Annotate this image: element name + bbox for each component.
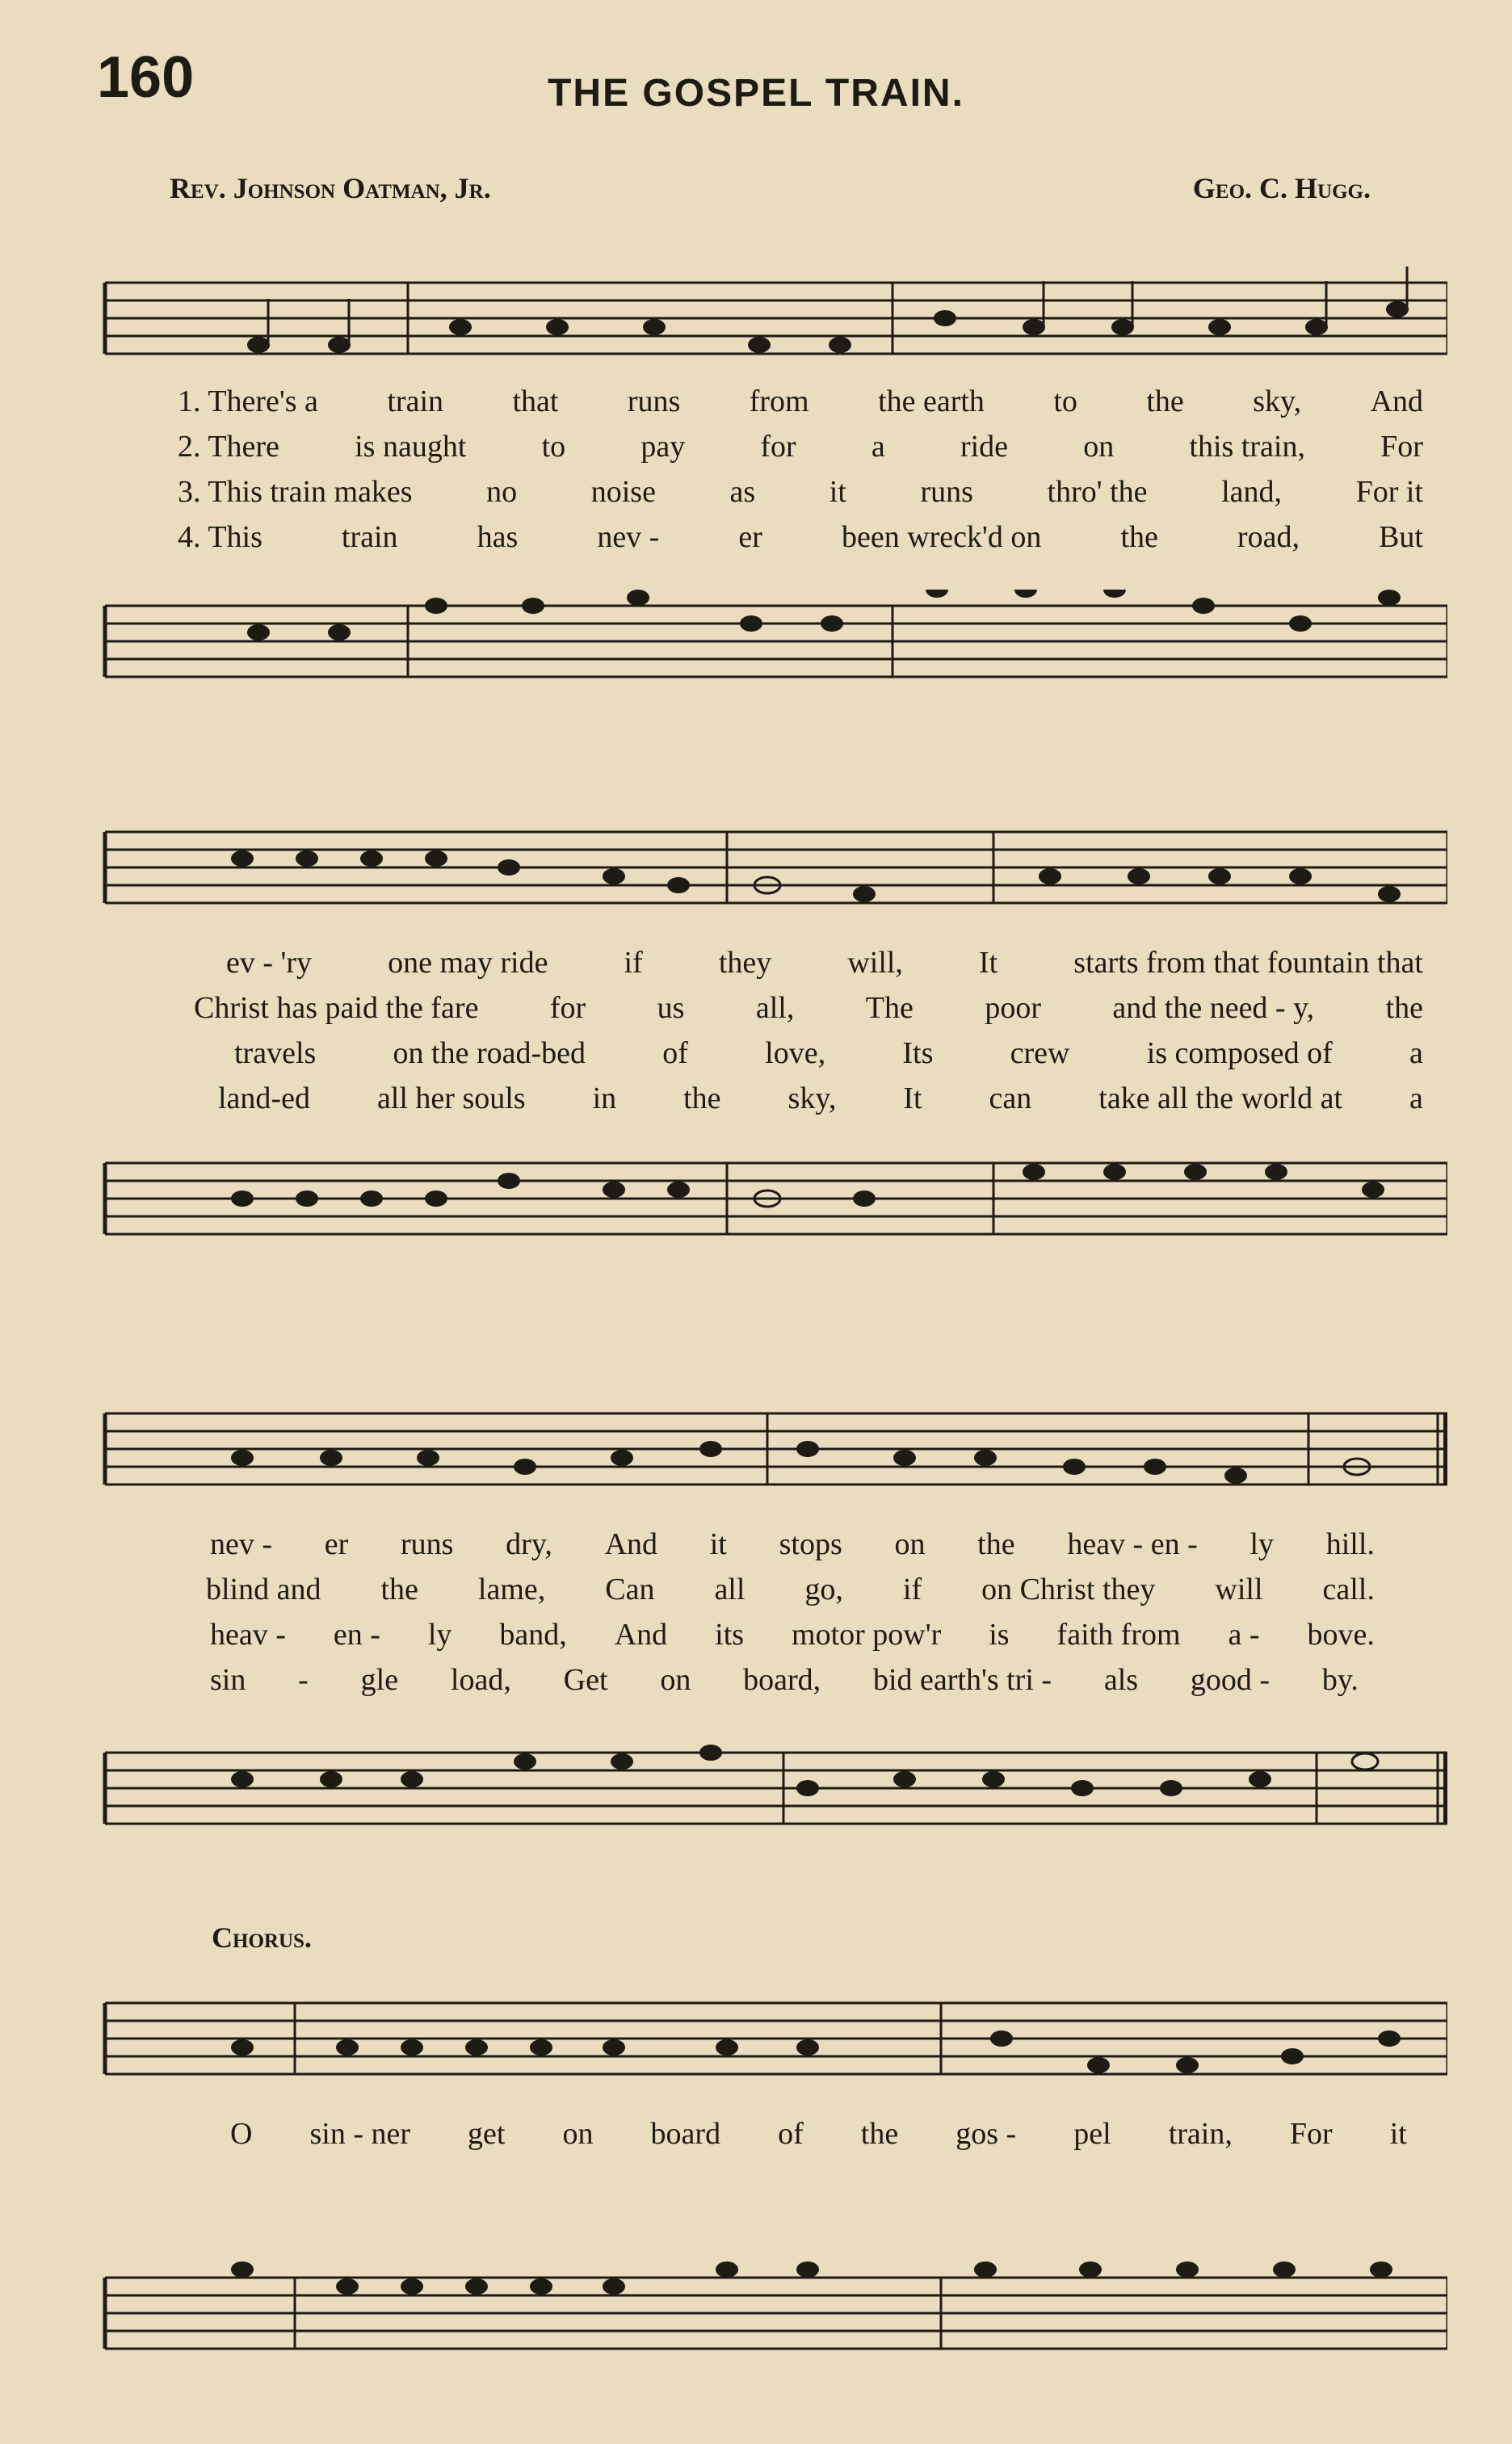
lyric-word: gos - xyxy=(956,2117,1017,2151)
music-system-3 xyxy=(97,1365,1447,1866)
lyric-word: load, xyxy=(450,1663,511,1697)
lyric-word: a xyxy=(1409,1081,1423,1115)
lyric-word: the xyxy=(683,1081,721,1115)
lyric-word: er xyxy=(324,1527,349,1561)
lyric-word: For it xyxy=(1355,475,1423,509)
lyric-word: ly xyxy=(427,1618,452,1652)
lyric-word: And xyxy=(614,1618,668,1652)
lyric-word: gle xyxy=(360,1663,399,1697)
lyric-word: als xyxy=(1103,1663,1139,1697)
lyric-word: land, xyxy=(1221,475,1283,509)
lyric-word: starts from that fountain that xyxy=(1073,946,1423,980)
treble-staff xyxy=(97,1987,1447,2092)
verse-4-line xyxy=(97,519,1447,565)
lyric-word: is xyxy=(989,1618,1010,1652)
bass-staff-lines xyxy=(97,590,1447,695)
lyric-word: and the need - y, xyxy=(1112,991,1315,1025)
lyric-word: all xyxy=(714,1573,746,1606)
verse-1-line xyxy=(97,1526,1447,1572)
music-system-chorus xyxy=(97,1955,1447,2407)
treble-staff xyxy=(97,267,1447,372)
treble-staff xyxy=(97,816,1447,921)
lyric-word: sin - ner xyxy=(309,2117,411,2151)
lyric-word: of xyxy=(778,2117,804,2151)
lyric-word: the xyxy=(860,2117,899,2151)
lyric-word: 2. There xyxy=(178,430,279,464)
lyricist-credit: Rev. Johnson Oatman, Jr. xyxy=(170,172,491,204)
lyric-word: if xyxy=(624,946,643,980)
lyric-word: nev - xyxy=(597,520,660,554)
lyric-word: its xyxy=(715,1618,745,1652)
song-title: THE GOSPEL TRAIN. xyxy=(548,72,964,115)
lyric-word: sky, xyxy=(788,1081,837,1115)
lyric-word: heav - xyxy=(210,1618,286,1652)
lyric-word: hill. xyxy=(1325,1527,1375,1561)
lyric-word: for xyxy=(760,430,796,464)
lyric-word: 1. There's a xyxy=(178,384,318,418)
lyric-word: thro' the xyxy=(1047,475,1148,509)
verse-3-line xyxy=(97,474,1447,519)
lyric-word: no xyxy=(486,475,518,509)
lyric-word: faith from xyxy=(1056,1618,1181,1652)
lyric-word: can xyxy=(989,1081,1032,1115)
lyric-word: a - xyxy=(1228,1618,1260,1652)
verse-lyrics xyxy=(97,945,1447,1126)
lyric-word: Can xyxy=(605,1573,655,1606)
lyric-word: runs xyxy=(401,1527,454,1561)
lyric-word: sin xyxy=(210,1663,246,1697)
verse-lyrics xyxy=(97,384,1447,565)
lyric-word: O xyxy=(230,2117,253,2151)
lyric-word: train xyxy=(341,520,398,554)
lyric-word: if xyxy=(902,1573,922,1606)
lyric-word: the xyxy=(1120,520,1158,554)
lyric-word: For xyxy=(1380,430,1423,464)
lyric-word: runs xyxy=(920,475,973,509)
lyric-word: in xyxy=(592,1081,617,1115)
treble-staff-lines xyxy=(97,816,1447,921)
lyric-word: motor pow'r xyxy=(792,1618,942,1652)
verse-1-line xyxy=(97,384,1447,429)
verse-2-line xyxy=(97,990,1447,1035)
lyric-word: one may ride xyxy=(388,946,548,980)
lyric-word: lame, xyxy=(477,1573,546,1606)
lyric-word: ly xyxy=(1250,1527,1275,1561)
lyric-word: It xyxy=(979,946,998,980)
lyric-word: train, xyxy=(1168,2117,1233,2151)
lyric-word: the xyxy=(380,1573,418,1606)
chorus-line xyxy=(97,2116,1447,2161)
music-system-2 xyxy=(97,783,1447,1268)
lyric-word: crew xyxy=(1010,1036,1070,1070)
lyric-word: stops xyxy=(779,1527,842,1561)
lyric-word: 4. This xyxy=(178,520,262,554)
treble-staff-lines xyxy=(97,267,1447,372)
bass-staff-lines xyxy=(97,1147,1447,1252)
lyric-word: it xyxy=(829,475,846,509)
lyric-word: the xyxy=(1146,384,1184,418)
lyric-word: on xyxy=(660,1663,691,1697)
lyric-word: on xyxy=(562,2117,594,2151)
lyric-word: on Christ they xyxy=(981,1573,1156,1606)
verse-4-line xyxy=(97,1662,1447,1707)
lyric-word: the xyxy=(977,1527,1015,1561)
bass-staff xyxy=(97,2261,1447,2366)
lyric-word: the earth xyxy=(878,384,985,418)
lyric-word: go, xyxy=(804,1573,843,1606)
verse-1-line xyxy=(97,945,1447,990)
music-system-1 xyxy=(97,234,1447,703)
lyric-word: blind and xyxy=(206,1573,321,1606)
verse-3-line xyxy=(97,1035,1447,1081)
bass-staff xyxy=(97,1736,1447,1841)
lyric-word: of xyxy=(662,1036,688,1070)
lyric-word: train xyxy=(387,384,443,418)
lyric-word: for xyxy=(549,991,586,1025)
lyric-word: as xyxy=(729,475,756,509)
lyric-word: to xyxy=(541,430,566,464)
verse-3-line xyxy=(97,1617,1447,1662)
lyric-word: board, xyxy=(743,1663,821,1697)
lyric-word: bove. xyxy=(1307,1618,1375,1652)
chorus-label: Chorus. xyxy=(212,1921,312,1954)
lyric-word: road, xyxy=(1237,520,1300,554)
lyric-word: the xyxy=(1385,991,1423,1025)
bass-staff-lines xyxy=(97,1736,1447,1841)
lyric-word: And xyxy=(1370,384,1423,418)
lyric-word: will xyxy=(1215,1573,1263,1606)
lyric-word: a xyxy=(871,430,885,464)
lyric-word: Get xyxy=(563,1663,608,1697)
lyric-word: been wreck'd on xyxy=(841,520,1042,554)
lyric-word: that xyxy=(512,384,559,418)
lyric-word: good - xyxy=(1190,1663,1270,1697)
lyric-word: The xyxy=(865,991,914,1025)
lyric-word: sky, xyxy=(1253,384,1302,418)
lyric-word: all her souls xyxy=(376,1081,526,1115)
lyric-word: travels xyxy=(234,1036,317,1070)
lyric-word: they xyxy=(718,946,772,980)
bass-staff xyxy=(97,1147,1447,1252)
lyric-word: from xyxy=(749,384,809,418)
composer-credit: Geo. C. Hugg. xyxy=(1192,172,1371,204)
lyric-word: it xyxy=(709,1527,727,1561)
verse-2-line xyxy=(97,429,1447,474)
lyric-word: dry, xyxy=(506,1527,552,1561)
bass-staff xyxy=(97,590,1447,695)
lyric-word: on xyxy=(1083,430,1115,464)
lyric-word: It xyxy=(903,1081,922,1115)
lyric-word: is naught xyxy=(355,430,467,464)
lyric-word: is composed of xyxy=(1146,1036,1333,1070)
lyric-word: this train, xyxy=(1189,430,1305,464)
treble-staff-lines xyxy=(97,1397,1447,1502)
lyric-word: ev - 'ry xyxy=(226,946,313,980)
bass-staff-lines xyxy=(97,2261,1447,2366)
lyric-word: - xyxy=(298,1663,309,1697)
lyric-word: by. xyxy=(1321,1663,1359,1697)
lyric-word: on the road-bed xyxy=(393,1036,586,1070)
lyric-word: poor xyxy=(985,991,1041,1025)
verse-2-line xyxy=(97,1572,1447,1617)
lyric-word: all, xyxy=(755,991,795,1025)
lyric-word: band, xyxy=(499,1618,567,1652)
lyric-word: But xyxy=(1379,520,1423,554)
lyric-word: us xyxy=(657,991,685,1025)
lyric-word: will, xyxy=(847,946,903,980)
lyric-word: board xyxy=(650,2117,721,2151)
lyric-word: has xyxy=(477,520,519,554)
lyric-word: ride xyxy=(960,430,1009,464)
verse-lyrics xyxy=(97,1526,1447,1707)
lyric-word: love, xyxy=(765,1036,826,1070)
lyric-word: And xyxy=(604,1527,658,1561)
lyric-word: bid earth's tri - xyxy=(872,1663,1052,1697)
chorus-lyrics xyxy=(97,2116,1447,2161)
lyric-word: en - xyxy=(333,1618,380,1652)
lyric-word: to xyxy=(1053,384,1077,418)
lyric-word: For xyxy=(1289,2117,1333,2151)
lyric-word: a xyxy=(1409,1036,1423,1070)
lyric-word: Its xyxy=(902,1036,934,1070)
lyric-word: nev - xyxy=(210,1527,273,1561)
lyric-word: land-ed xyxy=(218,1081,310,1115)
lyric-word: Christ has paid the fare xyxy=(194,991,479,1025)
lyric-word: er xyxy=(738,520,762,554)
lyric-word: it xyxy=(1389,2117,1407,2151)
lyric-word: 3. This train makes xyxy=(178,475,413,509)
treble-staff-lines xyxy=(97,1987,1447,2092)
verse-4-line xyxy=(97,1081,1447,1126)
treble-staff xyxy=(97,1397,1447,1502)
lyric-word: call. xyxy=(1322,1573,1375,1606)
lyric-word: runs xyxy=(627,384,681,418)
lyric-word: get xyxy=(468,2117,506,2151)
lyric-word: noise xyxy=(590,475,656,509)
lyric-word: heav - en - xyxy=(1067,1527,1198,1561)
lyric-word: pay xyxy=(640,430,686,464)
lyric-word: take all the world at xyxy=(1098,1081,1343,1115)
lyric-word: pel xyxy=(1073,2117,1111,2151)
page-number: 160 xyxy=(97,45,195,110)
lyric-word: on xyxy=(894,1527,926,1561)
